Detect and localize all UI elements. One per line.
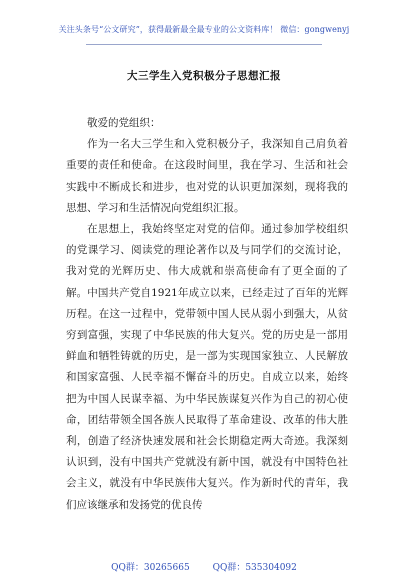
header-banner: 关注头条号“公文研究”，获得最新最全最专业的公文资料库！ 微信：gongwenyj <box>58 25 350 34</box>
footer-contacts <box>0 560 408 573</box>
footer-qq-group-2: QQ群：535304092 <box>212 563 297 573</box>
salutation: 敬爱的党组织： <box>87 117 161 129</box>
document-title: 大三学生入党积极分子思想汇报 <box>127 70 281 82</box>
paragraph-2: 在思想上，我始终坚定对党的信仰。通过参加学校组织的党课学习、阅读党的理论著作以及与同学们的交流讨论，我对党的光辉历史、伟大成就和崇高使命有了更全面的了解。中国共产党自1921年成立以来，已经走过了百年的光辉历程。在这一过程中，党带领中国人民从弱小到强大，从贫穷到富强，实现了中华民族的伟大复兴。党的历史是一部用鲜血和牺牲铸就的历史，是一部为实现国家独立、人民解放和国家富强、人民幸福不懈奋斗的历史。自成立以来，始终把为中国人民谋幸福、为中华民族谋复兴作为自己的初心使命，团结带领全国各族人民取得了革命建设、改革的伟大胜利，创造了经济快速发展和社会长期稳定两大奇迹。我深刻认识到，没有中国共产党就没有新中国，就没有中国特色社会主义，就没有中华民族伟大复兴。作为新时代的青年，我们应该继承和发扬党的优良传 <box>66 223 348 511</box>
header-divider <box>86 44 322 45</box>
footer-qq-group-1: QQ群：30265665 <box>111 563 190 573</box>
paragraph-1: 作为一名大三学生和入党积极分子，我深知自己肩负着重要的责任和使命。在这段时间里，我在学习、生活和社会实践中不断成长和进步，也对党的认识更加深刻，现将我的思想、学习和生活情况向党组织汇报。 <box>66 138 348 214</box>
document-body <box>66 113 348 516</box>
